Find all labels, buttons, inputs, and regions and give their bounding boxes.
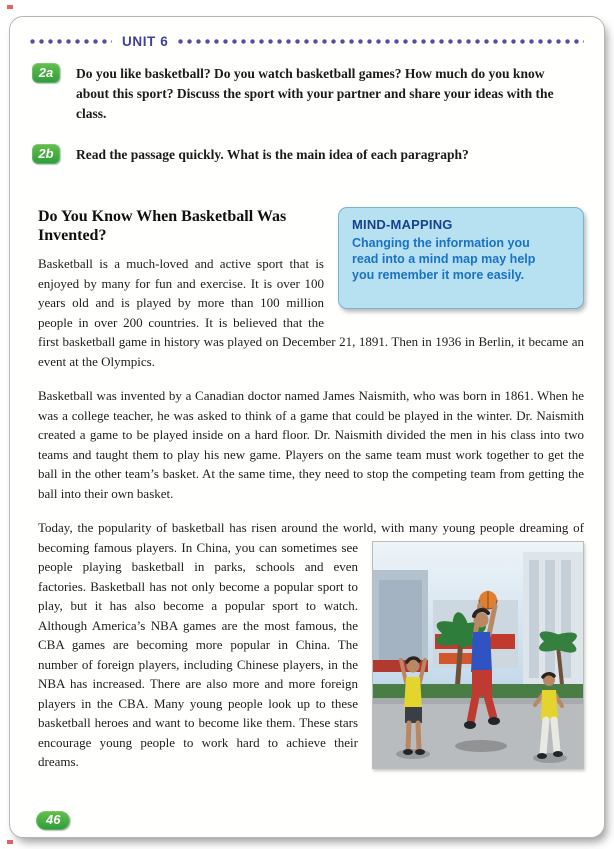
activity-2a bbox=[30, 63, 584, 124]
textbook-page bbox=[9, 16, 605, 838]
basketball-photo bbox=[372, 541, 584, 769]
reading-passage bbox=[38, 207, 584, 773]
paragraph-3-rest: people playing basketball in parks, schools and even factories. Basketball has not only become a popular sport to play, but it has also become a popular sport to watch. Although America’s NBA games are the most famous, the CBA games are becoming more popular in China. The number of foreign players, including Chinese players, in the NBA has increased. There are also more and more foreign players in the CBA. Many young people look up to these basketball heroes and want to become like them. These stars encourage young people to work hard to achieve their dreams. bbox=[38, 559, 358, 769]
dotted-rule-right bbox=[178, 39, 584, 44]
mind-mapping-title: MIND-MAPPING bbox=[352, 217, 453, 232]
dotted-rule-left bbox=[30, 39, 112, 44]
paragraph-2: Basketball was invented by a Canadian doctor named James Naismith, who was born in 1861. When he was a college teacher, he was asked to think of a game that could be played in the winter. Dr. Naismith created a game to be played inside on a hard floor. Dr. Naismith divided the men in his class into two teams and taught them to play his new game. Players on the same team must work together to get the ball in the other team’s basket. At the same time, they need to stop the competing team from getting the ball into their own basket. bbox=[38, 388, 584, 501]
page-number-badge: 46 bbox=[36, 811, 70, 830]
activity-2b bbox=[30, 144, 584, 165]
activity-2a-instruction: Do you like basketball? Do you watch basketball games? How much do you know about this sport? Discuss the sport with your partner and share your ideas with the class. bbox=[76, 66, 554, 121]
mind-mapping-box bbox=[338, 207, 584, 309]
paragraph-3-intro: Today, the popularity of basketball has risen around the world, with many young people dreaming of becoming famous players. In China, you can sometimes see bbox=[38, 520, 584, 555]
print-registration-mark bbox=[7, 5, 13, 9]
mind-mapping-body: Changing the information you read into a mind map may help you remember it more easily. bbox=[352, 236, 536, 282]
paragraph-3 bbox=[38, 518, 584, 772]
activity-badge-2b: 2b bbox=[32, 144, 60, 164]
activity-badge-2a: 2a bbox=[32, 63, 60, 83]
unit-header bbox=[30, 35, 584, 47]
print-registration-mark bbox=[7, 840, 13, 844]
activity-2b-instruction: Read the passage quickly. What is the main idea of each paragraph? bbox=[76, 147, 469, 162]
paragraph-1: Basketball is a much-loved and active sport that is enjoyed by many for fun and exercise. It is over 100 years old and is played by more than 100 million people in over 200 countries. It is believed that the first basketball game in history was played on December 21, 1891. Then in 1936 in Berlin, it became an event at the Olympics. bbox=[38, 256, 584, 369]
basketball-photo-illustration bbox=[373, 542, 584, 769]
article-title: Do You Know When Basketball Was Invented? bbox=[38, 208, 287, 244]
unit-label: UNIT 6 bbox=[122, 33, 169, 49]
